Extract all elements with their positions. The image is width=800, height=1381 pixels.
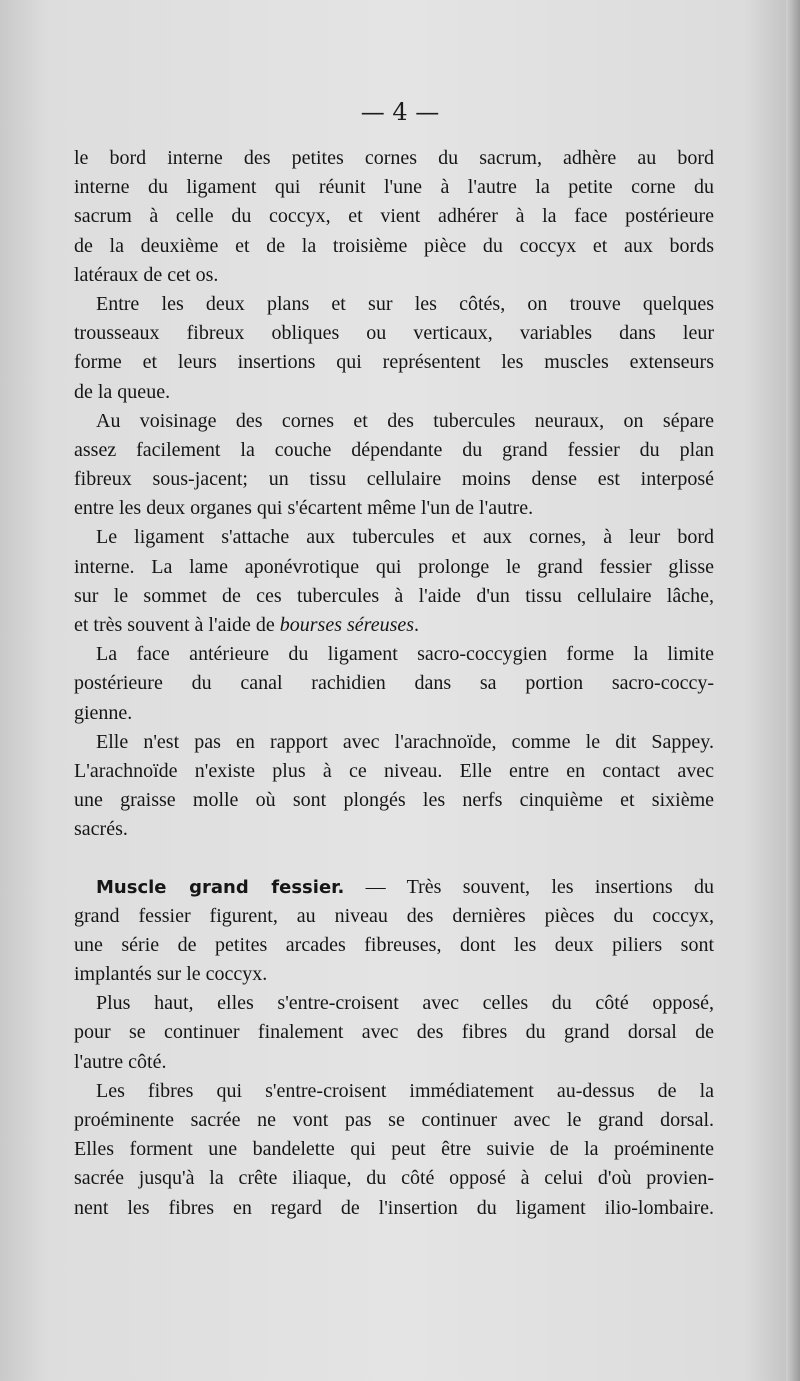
text-line: de la deuxième et de la troisième pièce du coccyx et aux bords bbox=[74, 234, 714, 257]
text-line: de la queue. bbox=[74, 380, 171, 403]
text-line: La face antérieure du ligament sacro-coccygien forme la limite bbox=[96, 643, 714, 666]
paragraph bbox=[74, 407, 714, 524]
text-fragment: . bbox=[414, 614, 420, 636]
text-line: assez facilement la couche dépendante du grand fessier du plan bbox=[74, 438, 714, 461]
text-line: forme et leurs insertions qui représentent les muscles extenseurs bbox=[74, 351, 714, 374]
text-line: proéminente sacrée ne vont pas se continuer avec le grand dorsal. bbox=[74, 1109, 714, 1131]
paragraph bbox=[74, 1077, 714, 1223]
text-line: grand fessier figurent, au niveau des dernières pièces du coccyx, bbox=[74, 904, 714, 927]
paragraph bbox=[74, 523, 714, 640]
text-line: sacrée jusqu'à la crête iliaque, du côté opposé à celui d'où provien- bbox=[74, 1167, 714, 1190]
text-line: le bord interne des petites cornes du sacrum, adhère au bord bbox=[74, 147, 714, 169]
italic-term: bourses séreuses bbox=[279, 614, 415, 636]
section-heading: Muscle grand fessier. bbox=[96, 876, 345, 898]
text-line: interne. La lame aponévrotique qui prolonge le grand fessier glisse bbox=[74, 555, 714, 578]
text-line: pour se continuer finalement avec des fibres du grand dorsal de bbox=[74, 1021, 714, 1044]
text-line: sur le sommet de ces tubercules à l'aide d'un tissu cellulaire lâche, bbox=[74, 584, 714, 607]
text-line: sacrés. bbox=[74, 818, 128, 841]
text-line: interne du ligament qui réunit l'une à l'autre la petite corne du bbox=[74, 176, 714, 199]
paragraph bbox=[74, 989, 714, 1077]
text-fragment: — Très souvent, les insertions du bbox=[344, 875, 714, 898]
text-line bbox=[74, 873, 714, 902]
text-line: postérieure du canal rachidien dans sa portion sacro-coccy- bbox=[74, 672, 714, 695]
text-line: Elles forment une bandelette qui peut être suivie de la proéminente bbox=[74, 1138, 714, 1161]
text-line: sacrum à celle du coccyx, et vient adhérer à la face postérieure bbox=[74, 205, 714, 228]
body-text bbox=[74, 144, 714, 1223]
page-edge bbox=[786, 0, 800, 1381]
text-line: gienne. bbox=[74, 701, 133, 724]
section-gap bbox=[74, 845, 714, 873]
paragraph bbox=[74, 290, 714, 407]
text-line: l'autre côté. bbox=[74, 1050, 167, 1073]
text-line: entre les deux organes qui s'écartent même l'un de l'autre. bbox=[74, 497, 534, 520]
text-line: Le ligament s'attache aux tubercules et aux cornes, à leur bord bbox=[96, 526, 714, 549]
text-line: L'arachnoïde n'existe plus à ce niveau. Elle entre en contact avec bbox=[74, 759, 714, 782]
page-number: — 4 — bbox=[360, 98, 440, 126]
text-line: latéraux de cet os. bbox=[74, 263, 219, 286]
text-line: Plus haut, elles s'entre-croisent avec celles du côté opposé, bbox=[96, 992, 714, 1015]
text-line: une série de petites arcades fibreuses, dont les deux piliers sont bbox=[74, 933, 714, 956]
text-line: nent les fibres en regard de l'insertion du ligament ilio-lombaire. bbox=[74, 1196, 714, 1219]
text-line bbox=[74, 611, 714, 640]
paragraph bbox=[74, 728, 714, 845]
text-fragment: et très souvent à l'aide de bbox=[74, 614, 280, 636]
text-line: Au voisinage des cornes et des tubercules neuraux, on sépare bbox=[96, 409, 714, 432]
paragraph bbox=[74, 144, 714, 290]
text-line: implantés sur le coccyx. bbox=[74, 963, 268, 986]
text-line: Entre les deux plans et sur les côtés, on trouve quelques bbox=[96, 292, 714, 315]
paragraph bbox=[74, 873, 714, 990]
text-line: trousseaux fibreux obliques ou verticaux, variables dans leur bbox=[74, 322, 714, 345]
text-line: Elle n'est pas en rapport avec l'arachnoïde, comme le dit Sappey. bbox=[96, 730, 714, 753]
text-line: Les fibres qui s'entre-croisent immédiatement au-dessus de la bbox=[96, 1079, 714, 1102]
text-line: fibreux sous-jacent; un tissu cellulaire moins dense est interposé bbox=[74, 468, 714, 491]
paragraph bbox=[74, 640, 714, 728]
text-line: une graisse molle où sont plongés les nerfs cinquième et sixième bbox=[74, 789, 714, 812]
